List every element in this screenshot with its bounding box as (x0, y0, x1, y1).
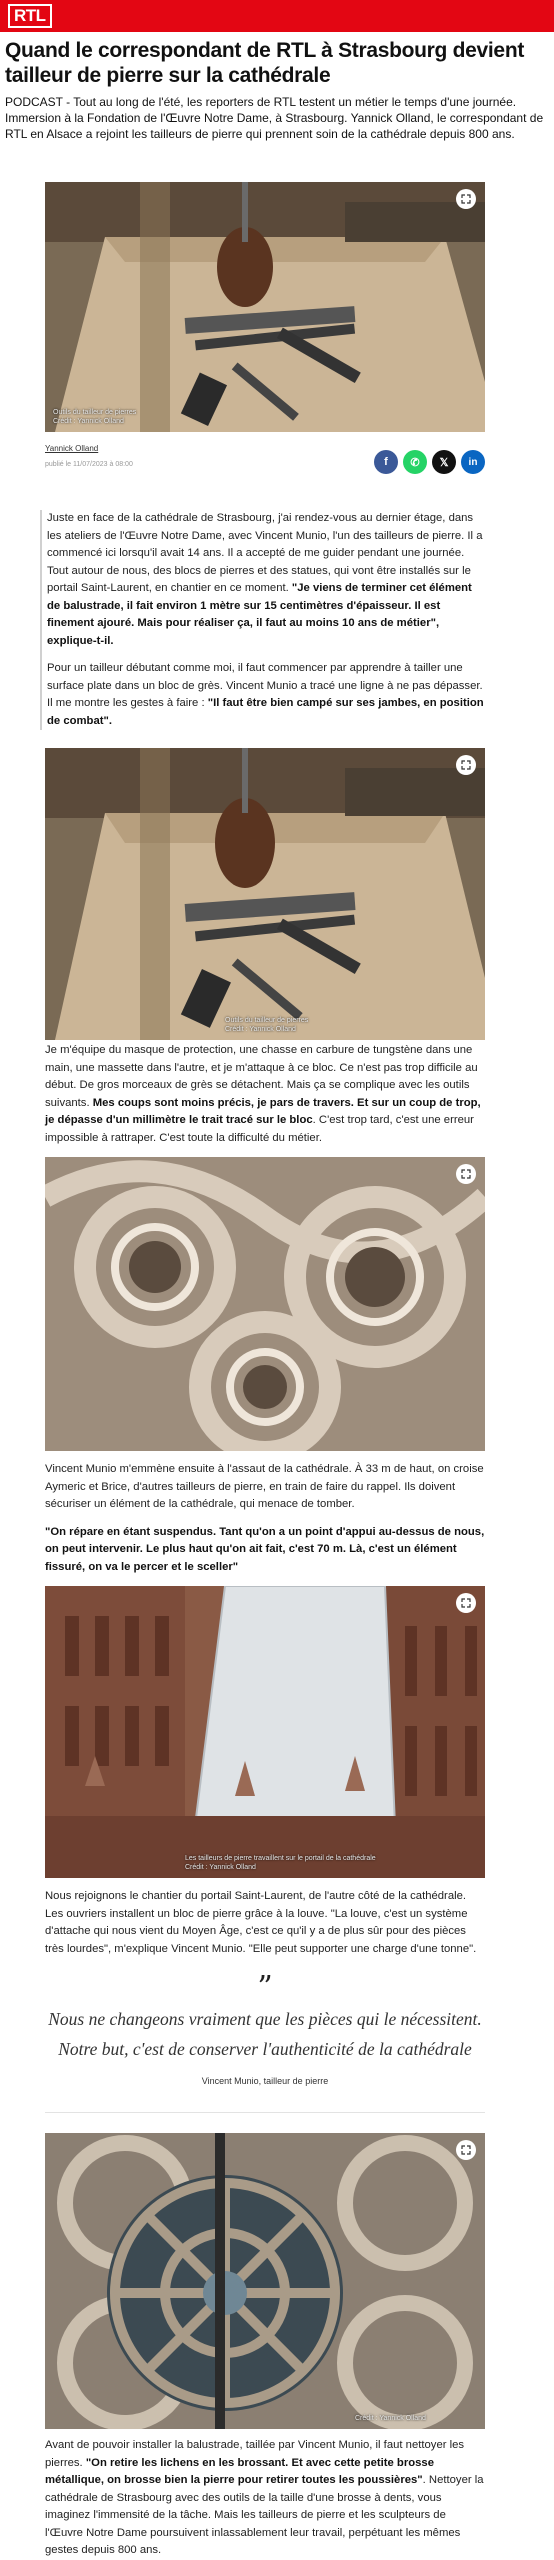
expand-button[interactable] (456, 189, 476, 209)
caption-credit: Crédit : Yannick Olland (53, 418, 124, 425)
linkedin-share-button[interactable] (461, 450, 485, 474)
expand-button[interactable] (456, 1593, 476, 1613)
article-title: Quand le correspondant de RTL à Strasbourg devient tailleur de pierre sur la cathédrale (5, 39, 525, 87)
image-caption (225, 1016, 308, 1034)
caption-title: Outils du tailleur de pierres (225, 1017, 309, 1024)
whatsapp-icon: ✆ (410, 456, 420, 469)
tracery-photo (45, 1157, 485, 1451)
paragraph (45, 2437, 485, 2560)
article-image-tools[interactable] (45, 182, 485, 432)
caption-credit: Crédit : Yannick Olland (355, 2415, 426, 2422)
article-image-tracery[interactable] (45, 1157, 485, 1451)
image-caption (53, 408, 136, 426)
paragraph (47, 510, 485, 650)
caption-title: Outils du tailleur de pierres (53, 409, 137, 416)
x-icon: 𝕏 (439, 456, 449, 469)
article-image-rose-window[interactable] (45, 2133, 485, 2429)
facebook-icon: f (384, 456, 388, 468)
article-header (0, 38, 554, 142)
article-body-2 (45, 1461, 485, 1576)
expand-button[interactable] (456, 1164, 476, 1184)
paragraph-bold: "Je viens de terminer cet élément de balustrade, il fait environ 1 mètre sur 15 centimètres d'épaisseur. Il est finement ajouré. Mais pour réaliser ça, il faut au moins 10 ans de métier", explique-t-il. (47, 582, 472, 647)
paragraph (45, 1524, 485, 1577)
article-body-1 (45, 1042, 485, 1147)
quote-line: Nous ne changeons vraiment que les pièces qui le nécessitent. (48, 2009, 482, 2029)
expand-button[interactable] (456, 755, 476, 775)
byline (45, 444, 485, 474)
rose-window-photo (45, 2133, 485, 2429)
caption-credit: Crédit : Yannick Olland (185, 1864, 256, 1871)
pull-quote (45, 1970, 485, 2086)
article-image-cathedral[interactable] (45, 1586, 485, 1878)
top-bar (0, 0, 554, 32)
facebook-share-button[interactable] (374, 450, 398, 474)
paragraph-bold: "On retire les lichens en les brossant. Et avec cette petite brosse métallique, on brosse bien la pierre pour retirer toutes les poussières" (45, 2456, 434, 2486)
quote-line: Notre but, c'est de conserver l'authenticité de la cathédrale (58, 2039, 472, 2059)
paragraph-text: . Nettoyer la cathédrale de Strasbourg avec des outils de la taille d'une brosse à dents, vous imaginez l'immensité de la tâche. Mais les tailleurs de pierre et les sculpteurs de l'Œuvre Notre Dame poursuivent inlassablement leur travail, perpétuant les mêmes gestes depuis 800 ans. (45, 2474, 484, 2556)
article-image-tools-2[interactable] (45, 748, 485, 1040)
caption-title: Les tailleurs de pierre travaillent sur le portail de la cathédrale (185, 1855, 376, 1862)
article-lead: PODCAST - Tout au long de l'été, les reporters de RTL testent un métier le temps d'une journée. Immersion à la Fondation de l'Œuvre Notre Dame, à Strasbourg. Yannick Olland, le correspondant de RTL en Alsace a rejoint les tailleurs de pierre qui prennent soin de la cathédrale depuis 800 ans. (5, 95, 544, 141)
article-body-4 (45, 2437, 485, 2560)
linkedin-icon: in (468, 456, 478, 468)
paragraph (47, 660, 485, 730)
paragraph-text: Juste en face de la cathédrale de Strasbourg, j'ai rendez-vous au dernier étage, dans les ateliers de l'Œuvre Notre Dame, avec Vincent Munio, l'un des tailleurs de pierre. Il a commencé ici lorsqu'il avait 14 ans. Il a accepté de me guider pendant une journée. Tout autour de nous, des blocs de pierres et des statues, qui vont être installés sur le portail Saint-Laurent, en chantier en ce moment. (47, 512, 483, 594)
tools-photo (45, 748, 485, 1040)
paragraph: Vincent Munio m'emmène ensuite à l'assaut de la cathédrale. À 33 m de haut, on croise Aymeric et Brice, d'autres tailleurs de pierre, en train de faire du rappel. Ils doivent sécuriser un élément de la cathédrale, qui menace de tomber. (45, 1463, 484, 1510)
expand-icon (461, 2145, 471, 2155)
caption-credit: Crédit : Yannick Olland (225, 1026, 296, 1033)
tools-photo (45, 182, 485, 432)
quote-mark-icon: ” (257, 1970, 273, 2005)
expand-icon (461, 1169, 471, 1179)
x-share-button[interactable] (432, 450, 456, 474)
quote-text (45, 2004, 485, 2064)
image-caption (355, 2414, 426, 2423)
paragraph-bold: Mes coups sont moins précis, je pars de travers. Et sur un coup de trop, je dépasse d'un millimètre le trait tracé sur le bloc (45, 1096, 481, 1126)
image-caption (185, 1854, 376, 1872)
paragraph: Nous rejoignons le chantier du portail Saint-Laurent, de l'autre côté de la cathédrale. Les ouvriers installent un bloc de pierre grâce à la louve. "La louve, c'est un système d'attache qui nous vient du Moyen Âge, c'est ce qu'il y a de plus sûr pour des pièces très lourdes", m'explique Vincent Munio. "Elle peut supporter une charge d'une tonne". (45, 1890, 477, 1955)
quote-author: Vincent Munio, tailleur de pierre (201, 2076, 329, 2086)
paragraph-bold: "On répare en étant suspendus. Tant qu'on a un point d'appui au-dessus de nous, on peut intervenir. Le plus haut qu'on ait fait, c'est 70 m. Là, c'est un élément fissuré, on va le percer et le sceller" (45, 1525, 485, 1573)
paragraph-text: Je m'équipe du masque de protection, une chasse en carbure de tungstène dans une main, une massette dans l'autre, et je m'attaque à ce bloc. Ce n'est pas trop difficile au début. De gros morceaux de grès se détachent. Mais ça se complique avec les outils suivants. (45, 1044, 478, 1109)
article-body-3 (45, 1888, 485, 1958)
expand-button[interactable] (456, 2140, 476, 2160)
cathedral-photo (45, 1586, 485, 1878)
expand-icon (461, 1598, 471, 1608)
rtl-logo[interactable]: RTL (8, 4, 52, 28)
publish-date: publié le 11/07/2023 à 08:00 (45, 461, 133, 468)
paragraph (45, 1042, 485, 1147)
paragraph-text: Pour un tailleur débutant comme moi, il faut commencer par apprendre à tailler une surface plate dans un bloc de grès. Vincent Munio a tracé une ligne à ne pas dépasser. Il me montre les gestes à faire : (47, 662, 483, 709)
paragraph-bold: "Il faut être bien campé sur ses jambes, en position de combat". (47, 697, 484, 727)
article-intro (40, 510, 485, 730)
expand-icon (461, 194, 471, 204)
divider (45, 2112, 485, 2113)
paragraph-text: Avant de pouvoir installer la balustrade, taillée par Vincent Munio, il faut nettoyer les pierres. (45, 2439, 465, 2469)
paragraph-text: . C'est trop tard, c'est une erreur impossible à rattraper. C'est toute la difficulté du métier. (45, 1114, 474, 1144)
whatsapp-share-button[interactable] (403, 450, 427, 474)
author-link[interactable]: Yannick Olland (45, 444, 99, 453)
share-buttons (374, 450, 485, 474)
expand-icon (461, 760, 471, 770)
